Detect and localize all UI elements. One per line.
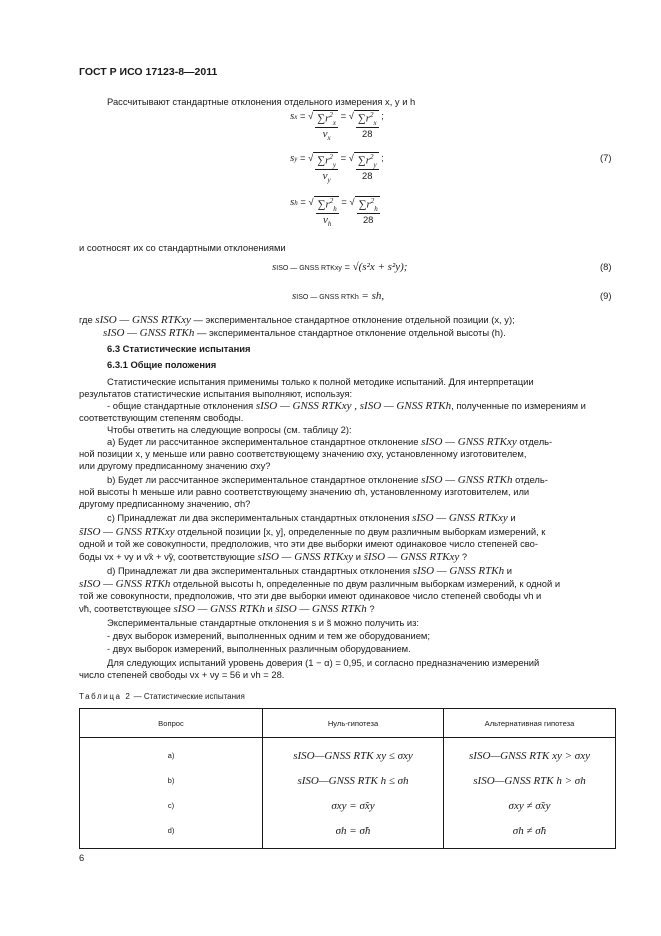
paragraph-line: sISO — GNSS RTKh отдельной высоты h, определенные по двум различным выборкам измерений, к одной и xyxy=(79,578,561,590)
table-cell: sISO—GNSS RTK h > σh xyxy=(444,768,616,793)
table-row xyxy=(80,768,616,793)
paragraph-line: d) Принадлежат ли два экспериментальных стандартных отклонения sISO — GNSS RTKh и xyxy=(107,565,512,577)
paragraph-line: Экспериментальные стандартные отклонения s и s̃ можно получить из: xyxy=(107,617,420,628)
table-cell: σxy ≠ σ̃xy xyxy=(444,793,616,818)
paragraph-line: результатов статистические испытания выполняют, используя: xyxy=(79,388,353,399)
table-cell: σh = σ̃h xyxy=(263,818,444,849)
paragraph-line: той же совокупности, предположив, что эти две выборки имеют одинаковое число степеней свободы νh и xyxy=(79,590,542,601)
statistical-tests-table xyxy=(79,708,616,849)
paragraph-line: b) Будет ли рассчитанное экспериментальное стандартное отклонение sISO — GNSS RTKh отдель- xyxy=(107,474,548,486)
equation-sx: sx = √ $\frac{\sum r^2_x}{\nu_x}$ = √ $\frac{\sum r^2_x}{28}$ ; xyxy=(290,110,384,143)
equation-sy: sy = √ $\frac{\sum r^2_y}{\nu_y}$ = √ $\frac{\sum r^2_y}{28}$ ; xyxy=(290,152,384,185)
paragraph-line: другому предписанному значению, σh? xyxy=(79,498,251,509)
paragraph-line: или другому предписанному значению σxy? xyxy=(79,460,271,471)
equation-sh: sh = √ $\frac{\sum r^2_h}{\nu_h}$ = √ $\frac{\sum r^2_h}{28}$ xyxy=(290,196,378,229)
table-cell: b) xyxy=(80,768,263,793)
paragraph-line: s̃ISO — GNSS RTKxy отдельной позиции [x, y], определенные по двум различным выборкам измерений, к xyxy=(79,526,546,538)
paragraph-line: ной позиции x, y меньше или равно соответствующему значению σxy, установленному изготовителем, xyxy=(79,448,527,459)
paragraph-line: ν̃h, соответствующее sISO — GNSS RTKh и s̃ISO — GNSS RTKh ? xyxy=(79,603,375,615)
paragraph-line: a) Будет ли рассчитанное экспериментальное стандартное отклонение sISO — GNSS RTKxy отдель- xyxy=(107,436,553,448)
paragraph-line: c) Принадлежат ли два экспериментальных стандартных отклонения sISO — GNSS RTKxy и xyxy=(107,512,516,524)
equation-number-8: (8) xyxy=(600,261,612,272)
table-header-row xyxy=(80,709,616,738)
paragraph-line: Чтобы ответить на следующие вопросы (см. таблицу 2): xyxy=(107,424,352,435)
relate-text: и соотносят их со стандартными отклонениями xyxy=(79,242,286,253)
table-cell: d) xyxy=(80,818,263,849)
paragraph-line: одной и той же совокупности, предположив, что эти две выборки имеют одинаковое число степеней сво- xyxy=(79,538,539,549)
page-number: 6 xyxy=(79,852,85,863)
paragraph-line: боды νx + νy и ν̃x + ν̃y, соответствующие sISO — GNSS RTKxy и s̃ISO — GNSS RTKxy ? xyxy=(79,551,468,563)
where-line-2: sISO — GNSS RTKh — экспериментальное стандартное отклонение отдельной высоты (h). xyxy=(103,327,506,339)
document-header: ГОСТ Р ИСО 17123-8—2011 xyxy=(79,66,218,78)
list-item: - двух выборок измерений, выполненных одним и тем же оборудованием; xyxy=(107,630,430,641)
equation-number-9: (9) xyxy=(600,290,612,301)
equation-sh-iso: sISO — GNSS RTKh = sh, xyxy=(292,290,385,302)
paragraph-line: Статистические испытания применимы только к полной методике испытаний. Для интерпретации xyxy=(107,376,534,387)
section-6-3-1: 6.3.1 Общие положения xyxy=(107,359,217,370)
table-cell: sISO—GNSS RTK xy ≤ σxy xyxy=(263,738,444,769)
paragraph-line: Для следующих испытаний уровень доверия (1 − α) = 0,95, и согласно предназначению измерений xyxy=(107,657,540,668)
table-cell: σxy = σ̃xy xyxy=(263,793,444,818)
table-cell: sISO—GNSS RTK xy > σxy xyxy=(444,738,616,769)
table-cell: sISO—GNSS RTK h ≤ σh xyxy=(263,768,444,793)
paragraph-line: соответствующим степеням свободы. xyxy=(79,412,244,423)
table-row xyxy=(80,793,616,818)
section-6-3: 6.3 Статистические испытания xyxy=(107,343,251,354)
where-line-1: где sISO — GNSS RTKxy — экспериментальное стандартное отклонение отдельной позиции (x, y); xyxy=(79,314,515,326)
table-cell: a) xyxy=(80,738,263,769)
table-header-cell: Вопрос xyxy=(80,709,263,738)
table-cell: c) xyxy=(80,793,263,818)
equation-sxy: sISO — GNSS RTKxy = √(s²x + s²y); xyxy=(272,261,408,273)
paragraph-line: - общие стандартные отклонения sISO — GNSS RTKxy , sISO — GNSS RTKh, полученные по измерениям и xyxy=(107,400,586,412)
table-header-cell: Нуль-гипотеза xyxy=(263,709,444,738)
table-row xyxy=(80,738,616,769)
table-caption: Таблица 2 — Статистические испытания xyxy=(79,692,245,701)
list-item: - двух выборок измерений, выполненных различным оборудованием. xyxy=(107,643,411,654)
table-row xyxy=(80,818,616,849)
table-cell: σh ≠ σ̃h xyxy=(444,818,616,849)
paragraph-line: число степеней свободы νx + νy = 56 и νh = 28. xyxy=(79,669,285,680)
equation-number-7: (7) xyxy=(600,152,612,163)
intro-text: Рассчитывают стандартные отклонения отдельного измерения x, y и h xyxy=(107,96,416,107)
paragraph-line: ной высоты h меньше или равно соответствующему значению σh, установленному изготовителем, или xyxy=(79,486,530,497)
table-header-cell: Альтернативная гипотеза xyxy=(444,709,616,738)
